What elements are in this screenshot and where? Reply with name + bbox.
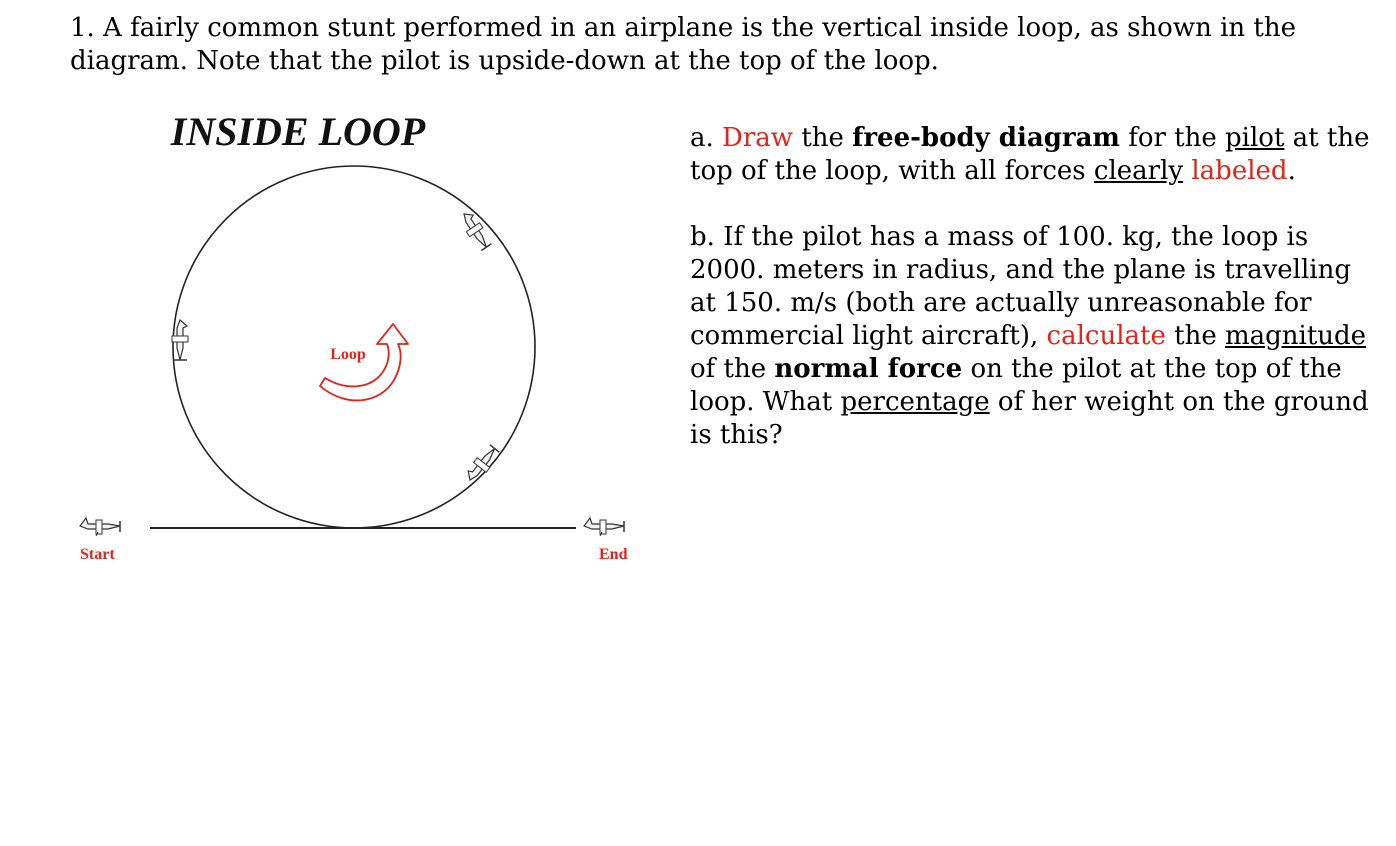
plane-upper-right-icon	[457, 210, 493, 252]
part-b-prefix: b. If the pilot has a mass of 100. kg, the loop is 2000. meters in radius, and the plane is travelling at 150. m/s (both are actually unreasonable for commercial light aircraft),	[690, 222, 1352, 351]
part-a	[690, 122, 1370, 188]
plane-start-icon	[80, 518, 120, 536]
plane-climbing-icon	[464, 444, 501, 485]
part-a-t1: the	[793, 123, 853, 153]
part-a-bold-term: free-body diagram	[852, 123, 1120, 153]
part-a-prefix: a.	[690, 123, 723, 153]
plane-end-icon	[584, 518, 624, 536]
part-a-underline-pilot: pilot	[1225, 123, 1285, 153]
part-a-t3: at the top of the loop, with all forces	[690, 123, 1370, 186]
loop-label: Loop	[330, 346, 366, 363]
part-a-red-labeled: labeled	[1191, 156, 1288, 186]
question-intro: 1. A fairly common stunt performed in an airplane is the vertical inside loop, as shown in the diagram. Note that the pilot is upside-down at the top of the loop.	[70, 13, 1296, 76]
inside-loop-diagram	[68, 108, 668, 578]
part-b-verb: calculate	[1046, 321, 1166, 351]
part-b-t4: of her weight on the ground is this?	[690, 387, 1369, 450]
part-b	[690, 221, 1370, 452]
part-a-t5: .	[1287, 156, 1296, 186]
part-a-t2: for the	[1119, 123, 1226, 153]
questions-block	[690, 122, 1370, 485]
part-b-underline-magnitude: magnitude	[1224, 321, 1367, 351]
part-a-underline-clearly: clearly	[1093, 156, 1184, 186]
start-label: Start	[80, 546, 115, 563]
inside-loop-svg	[68, 108, 668, 578]
part-b-t3: on the pilot at the top of the loop. What	[690, 354, 1342, 417]
end-label: End	[599, 546, 628, 563]
part-b-bold-normal-force: normal force	[774, 354, 963, 384]
part-b-t2: of the	[690, 354, 775, 384]
part-b-t1: the	[1165, 321, 1225, 351]
part-b-underline-percentage: percentage	[840, 387, 990, 417]
diagram-title: INSIDE LOOP	[170, 109, 426, 154]
part-a-verb: Draw	[722, 123, 794, 153]
